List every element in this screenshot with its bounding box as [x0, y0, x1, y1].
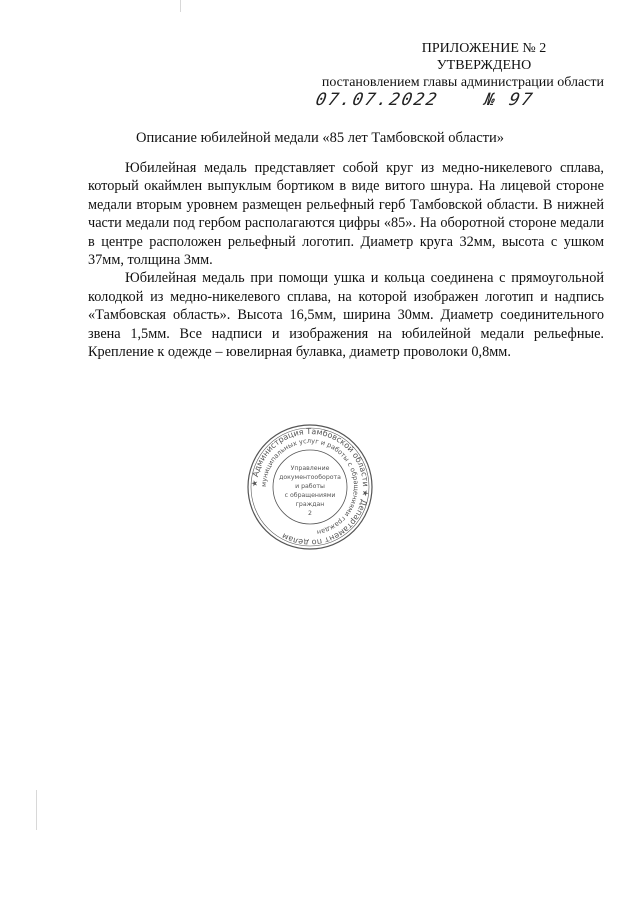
- seal-center-line: с обращениями: [284, 492, 336, 499]
- official-seal: [246, 423, 374, 551]
- decree-label: постановлением главы администрации области: [321, 75, 604, 90]
- document-title: Описание юбилейной медали «85 лет Тамбовской области»: [135, 130, 504, 146]
- seal-center-line: граждан: [295, 501, 325, 508]
- scan-artifact: [180, 0, 181, 12]
- document-body: [88, 159, 604, 361]
- paragraph: Юбилейная медаль при помощи ушка и кольца соединена с прямоугольной колодкой из медно-никелевого сплава, на которой изображен логотип и надпись «Тамбовская область». Высота 16,5мм, ширина 30мм. Диаметр соединительного звена 1,5мм. Все надписи и изображения на юбилейной медали рельефные. Крепление к одежде – ювелирная булавка, диаметр проволоки 0,8мм.: [88, 270, 604, 361]
- handwritten-date-number: [314, 90, 536, 110]
- seal-center-line: документооборота: [279, 474, 341, 481]
- seal-center-line: Управление: [290, 465, 330, 472]
- approved-label: УТВЕРЖДЕНО: [436, 58, 532, 73]
- seal-outer-text: ★ Администрация Тамбовской области ★ Департамент по делам: [249, 426, 371, 548]
- seal-center-line: 2: [308, 510, 312, 517]
- paragraph: Юбилейная медаль представляет собой круг из медно-никелевого сплава, который окаймлен выпуклым бортиком в виде витого шнура. На лицевой стороне медали вторым уровнем размещен рельефный герб Тамбовской области. В нижней части медали под гербом располагаются цифры «85». На оборотной стороне медали в центре расположен рельефный логотип. Диаметр круга 32мм, высота с ушком 37мм, толщина 3мм.: [88, 160, 604, 269]
- handwritten-date: 07.07.2022: [313, 90, 441, 110]
- approval-header: [244, 40, 604, 91]
- scan-artifact: [36, 790, 37, 830]
- appendix-label: ПРИЛОЖЕНИЕ № 2: [421, 41, 547, 56]
- handwritten-number: № 97: [482, 90, 536, 110]
- seal-center-line: и работы: [295, 483, 325, 490]
- seal-center-text: [279, 465, 341, 517]
- seal-inner-arc-text: муниципальных услуг и работы с обращениями граждан: [259, 436, 361, 537]
